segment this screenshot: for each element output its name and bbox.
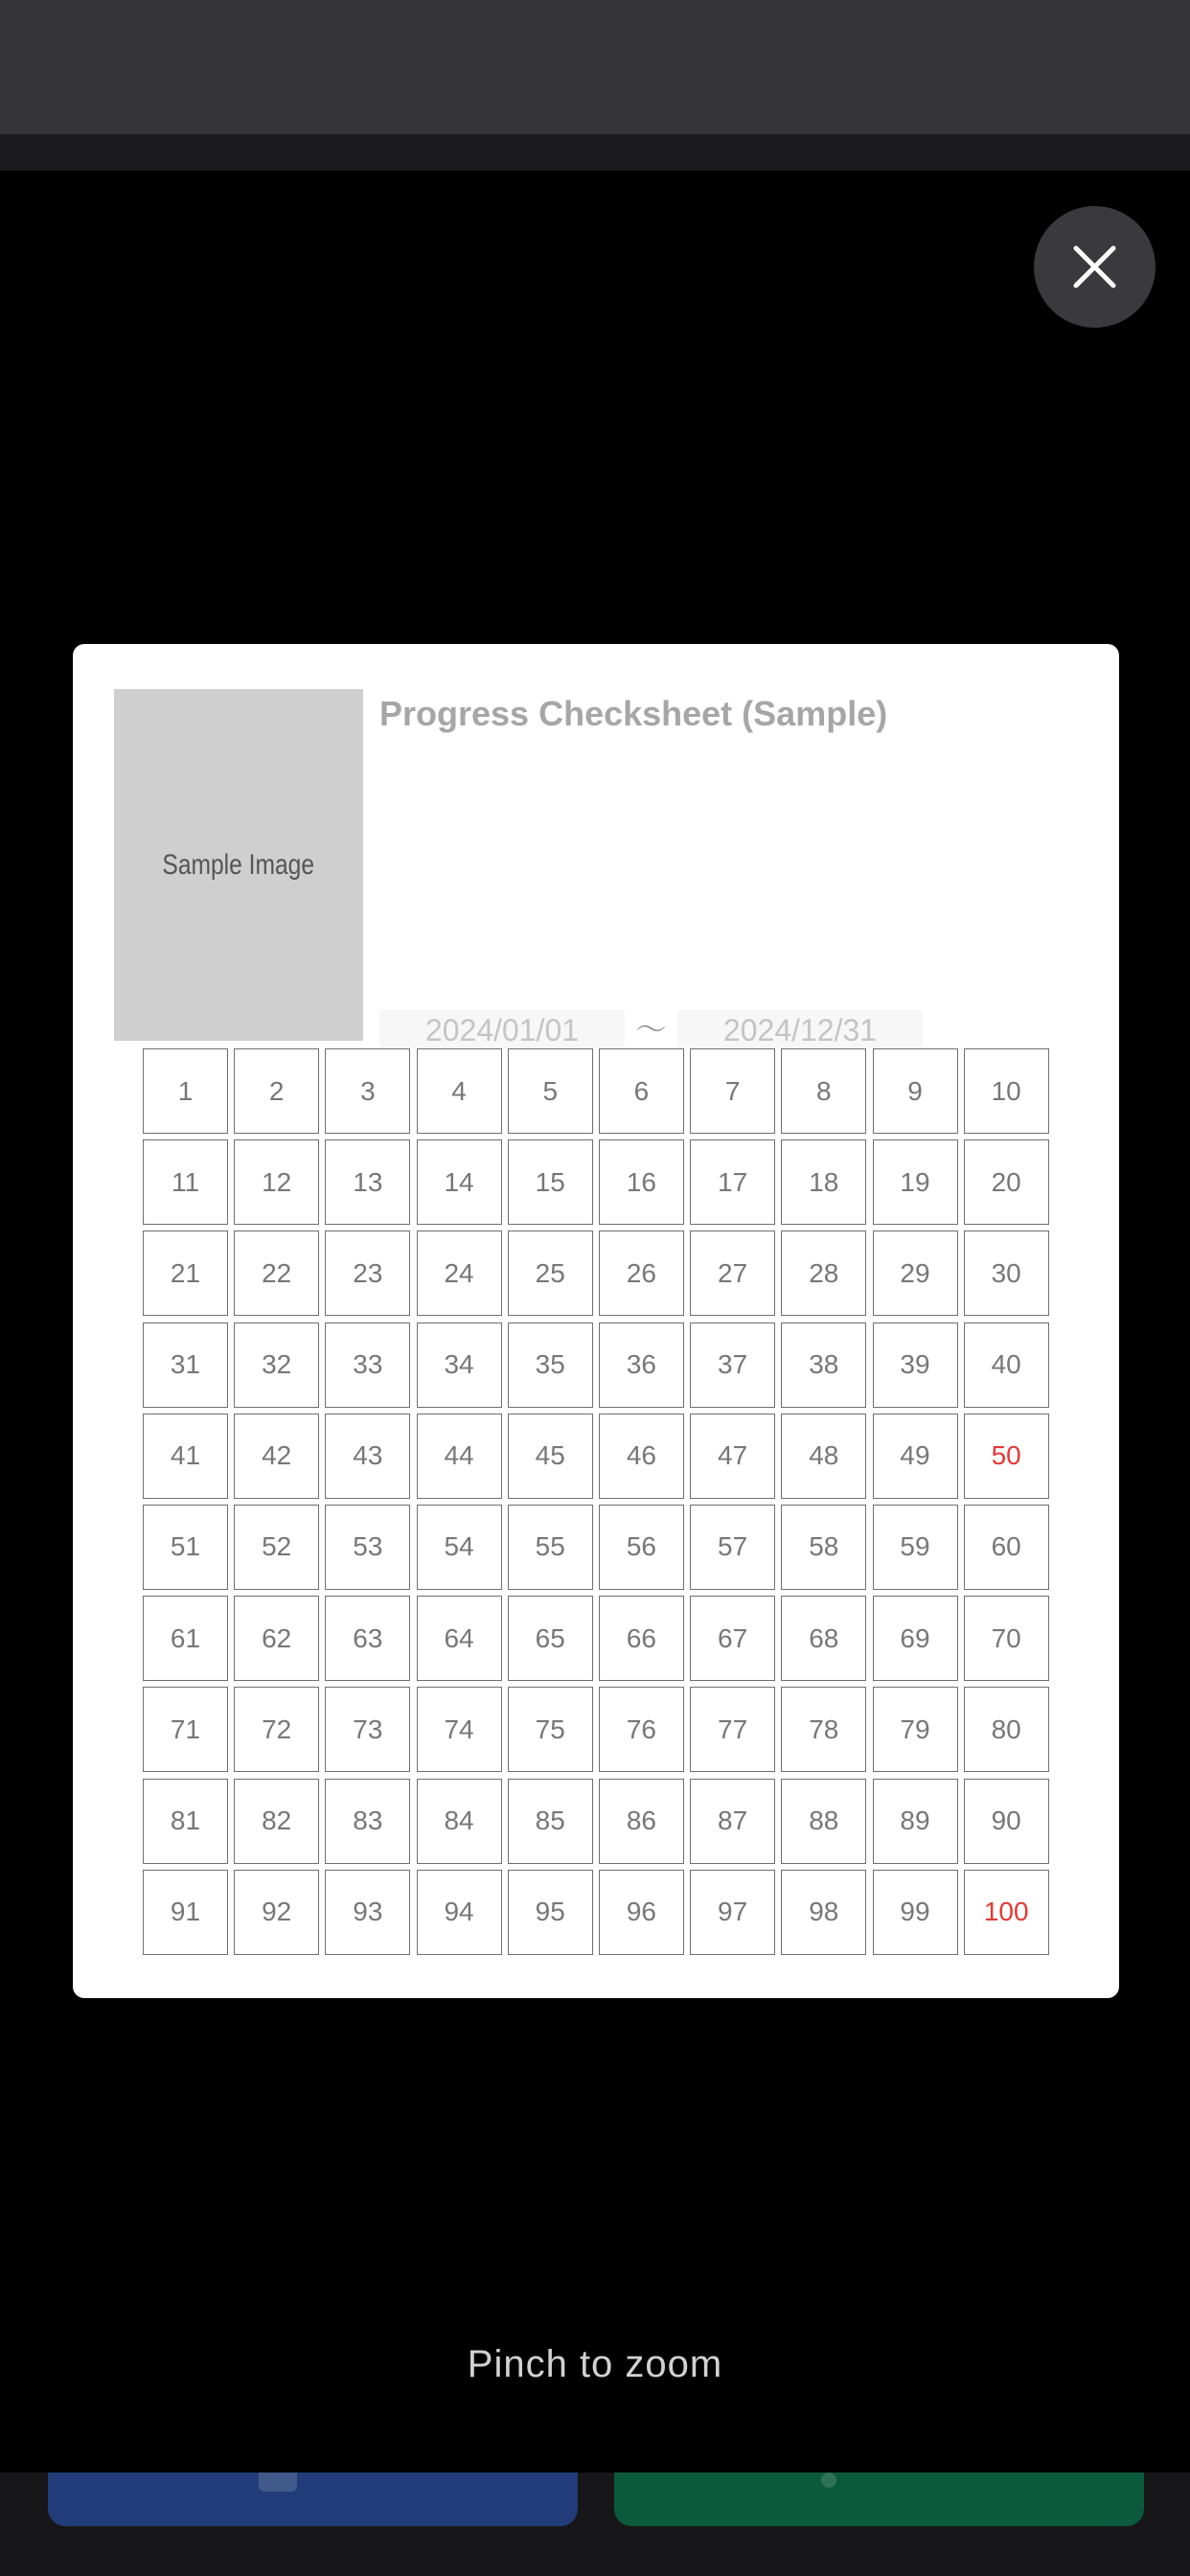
check-cell: 80: [964, 1687, 1049, 1772]
check-cell: 61: [143, 1596, 228, 1681]
footer-primary-button[interactable]: [48, 2472, 578, 2526]
check-cell: 4: [417, 1048, 502, 1134]
close-icon: [1072, 244, 1117, 289]
check-cell: 78: [781, 1687, 866, 1772]
check-cell: 9: [873, 1048, 958, 1134]
check-cell: 67: [690, 1596, 775, 1681]
check-cell: 43: [325, 1414, 410, 1499]
check-cell: 11: [143, 1139, 228, 1225]
check-cell: 65: [508, 1596, 593, 1681]
check-cell: 60: [964, 1505, 1049, 1590]
check-cell: 24: [417, 1230, 502, 1316]
check-cell: 99: [873, 1870, 958, 1955]
check-cell: 29: [873, 1230, 958, 1316]
check-cell: 37: [690, 1322, 775, 1408]
check-cell: 49: [873, 1414, 958, 1499]
check-cell: 86: [599, 1779, 684, 1864]
check-cell: 70: [964, 1596, 1049, 1681]
check-cell: 1: [143, 1048, 228, 1134]
check-grid: [143, 1048, 1049, 1954]
check-cell: 52: [234, 1505, 319, 1590]
check-cell: 44: [417, 1414, 502, 1499]
check-cell: 76: [599, 1687, 684, 1772]
footer-secondary-icon: [821, 2472, 836, 2488]
check-cell: 84: [417, 1779, 502, 1864]
check-cell: 82: [234, 1779, 319, 1864]
check-cell: 59: [873, 1505, 958, 1590]
check-cell: 97: [690, 1870, 775, 1955]
check-cell: 3: [325, 1048, 410, 1134]
check-cell: 64: [417, 1596, 502, 1681]
check-cell: 46: [599, 1414, 684, 1499]
check-cell: 72: [234, 1687, 319, 1772]
check-cell: 87: [690, 1779, 775, 1864]
check-cell: 47: [690, 1414, 775, 1499]
sample-image-label: Sample Image: [162, 848, 315, 881]
check-cell: 94: [417, 1870, 502, 1955]
check-cell: 89: [873, 1779, 958, 1864]
check-cell: 83: [325, 1779, 410, 1864]
check-cell: 25: [508, 1230, 593, 1316]
check-cell: 74: [417, 1687, 502, 1772]
check-cell: 13: [325, 1139, 410, 1225]
check-cell: 92: [234, 1870, 319, 1955]
check-cell: 62: [234, 1596, 319, 1681]
check-cell: 100: [964, 1870, 1049, 1955]
check-cell: 23: [325, 1230, 410, 1316]
check-cell: 50: [964, 1414, 1049, 1499]
check-cell: 91: [143, 1870, 228, 1955]
check-cell: 79: [873, 1687, 958, 1772]
check-cell: 58: [781, 1505, 866, 1590]
check-cell: 27: [690, 1230, 775, 1316]
check-cell: 40: [964, 1322, 1049, 1408]
check-cell: 8: [781, 1048, 866, 1134]
check-cell: 56: [599, 1505, 684, 1590]
check-cell: 2: [234, 1048, 319, 1134]
check-cell: 73: [325, 1687, 410, 1772]
check-cell: 77: [690, 1687, 775, 1772]
end-date: 2024/12/31: [677, 1010, 923, 1048]
check-cell: 28: [781, 1230, 866, 1316]
check-cell: 93: [325, 1870, 410, 1955]
close-button[interactable]: [1034, 206, 1156, 328]
check-cell: 98: [781, 1870, 866, 1955]
check-cell: 42: [234, 1414, 319, 1499]
check-cell: 48: [781, 1414, 866, 1499]
check-cell: 69: [873, 1596, 958, 1681]
check-cell: 22: [234, 1230, 319, 1316]
check-cell: 21: [143, 1230, 228, 1316]
check-cell: 17: [690, 1139, 775, 1225]
check-cell: 5: [508, 1048, 593, 1134]
check-cell: 6: [599, 1048, 684, 1134]
check-cell: 12: [234, 1139, 319, 1225]
date-separator: 〜: [635, 1012, 667, 1046]
check-cell: 88: [781, 1779, 866, 1864]
check-cell: 35: [508, 1322, 593, 1408]
app-subbar: [0, 134, 1190, 171]
check-cell: 33: [325, 1322, 410, 1408]
check-cell: 51: [143, 1505, 228, 1590]
check-cell: 31: [143, 1322, 228, 1408]
check-cell: 30: [964, 1230, 1049, 1316]
date-range: [379, 1010, 1002, 1048]
check-cell: 16: [599, 1139, 684, 1225]
check-cell: 63: [325, 1596, 410, 1681]
check-cell: 15: [508, 1139, 593, 1225]
check-cell: 32: [234, 1322, 319, 1408]
footer-secondary-button[interactable]: [614, 2472, 1144, 2526]
check-cell: 85: [508, 1779, 593, 1864]
check-cell: 55: [508, 1505, 593, 1590]
check-cell: 20: [964, 1139, 1049, 1225]
check-cell: 71: [143, 1687, 228, 1772]
check-cell: 45: [508, 1414, 593, 1499]
check-cell: 66: [599, 1596, 684, 1681]
check-cell: 90: [964, 1779, 1049, 1864]
check-cell: 19: [873, 1139, 958, 1225]
check-cell: 7: [690, 1048, 775, 1134]
footer-primary-icon: [259, 2472, 297, 2492]
check-cell: 41: [143, 1414, 228, 1499]
check-cell: 96: [599, 1870, 684, 1955]
check-cell: 36: [599, 1322, 684, 1408]
check-cell: 18: [781, 1139, 866, 1225]
check-cell: 95: [508, 1870, 593, 1955]
checksheet-preview[interactable]: [73, 644, 1119, 1998]
check-cell: 39: [873, 1322, 958, 1408]
sheet-title: Progress Checksheet (Sample): [379, 694, 888, 733]
pinch-to-zoom-hint: Pinch to zoom: [467, 2343, 723, 2385]
check-cell: 54: [417, 1505, 502, 1590]
app-header: [0, 0, 1190, 134]
check-cell: 53: [325, 1505, 410, 1590]
check-cell: 34: [417, 1322, 502, 1408]
check-cell: 68: [781, 1596, 866, 1681]
check-cell: 75: [508, 1687, 593, 1772]
check-cell: 14: [417, 1139, 502, 1225]
check-cell: 57: [690, 1505, 775, 1590]
start-date: 2024/01/01: [379, 1010, 625, 1048]
check-cell: 81: [143, 1779, 228, 1864]
check-cell: 26: [599, 1230, 684, 1316]
sample-image: [114, 689, 363, 1041]
check-cell: 38: [781, 1322, 866, 1408]
check-cell: 10: [964, 1048, 1049, 1134]
